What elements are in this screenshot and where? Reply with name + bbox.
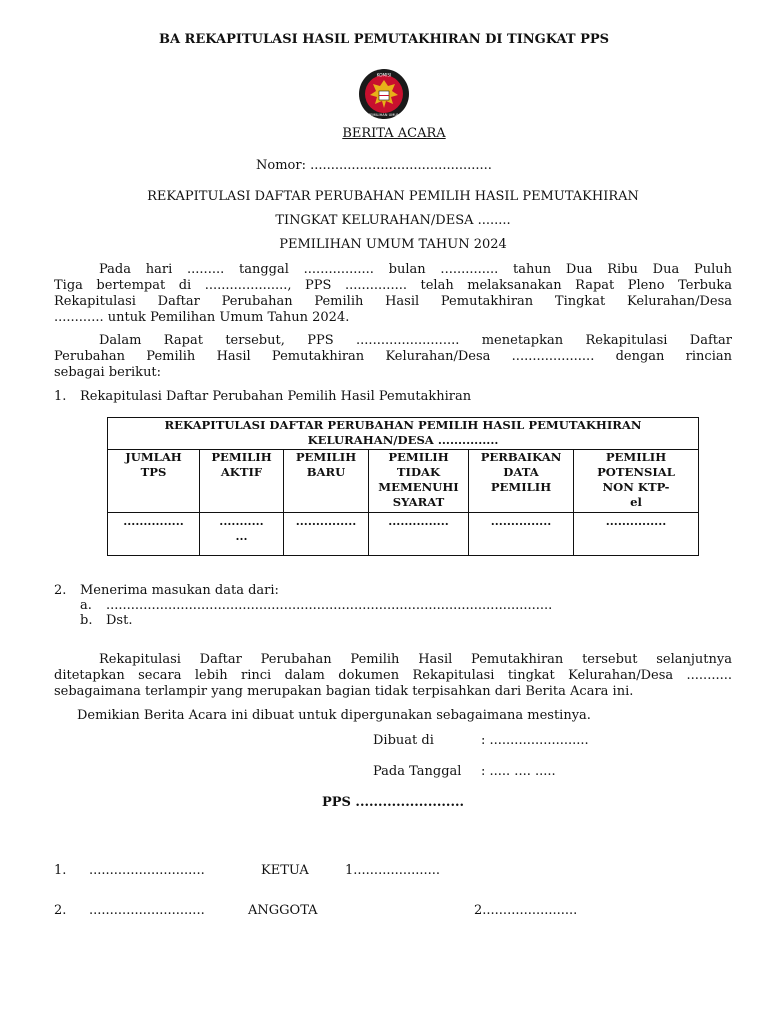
para1-line: Pada hari ......... tanggal ................. bulan .............. tahun Dua Ribu Dua Puluh xyxy=(99,262,732,277)
kpu-emblem-icon xyxy=(358,68,410,120)
tanggal-value: : ..... .... ..... xyxy=(481,764,556,779)
rekap-table xyxy=(107,417,699,556)
header-line: JUMLAH xyxy=(125,450,182,464)
header-line: PEMILIH xyxy=(605,450,667,464)
title-line-3: PEMILIHAN UMUM TAHUN 2024 xyxy=(279,237,507,252)
signer-name: ............................ xyxy=(89,903,205,918)
document-title: BA REKAPITULASI HASIL PEMUTAKHIRAN DI TINGKAT PPS xyxy=(158,32,610,47)
para2-line: Dalam Rapat tersebut, PPS ......................... menetapkan Rekapitulasi Daftar xyxy=(99,333,732,348)
header-line: PEMILIH xyxy=(388,450,449,464)
item2-text: Menerima masukan data dari: xyxy=(80,583,279,598)
header-pemilih-aktif xyxy=(200,450,284,513)
table-cell xyxy=(369,513,469,556)
header-line: POTENSIAL xyxy=(597,465,675,479)
header-line: el xyxy=(630,495,642,509)
table-cell xyxy=(200,513,284,556)
dibuat-di-value: : ........................ xyxy=(481,733,589,748)
closing-text: Demikian Berita Acara ini dibuat untuk dipergunakan sebagaimana mestinya. xyxy=(77,708,591,723)
signer-name: ............................ xyxy=(89,863,205,878)
signer-number: 2. xyxy=(54,903,67,918)
signer-number: 1. xyxy=(54,863,67,878)
table-title-line-2: KELURAHAN/DESA ............... xyxy=(307,433,499,447)
signer-role: ANGGOTA xyxy=(248,903,318,918)
emblem-text-top: KOMISI xyxy=(376,72,392,78)
item2-number: 2. xyxy=(54,583,67,598)
berita-acara-heading: BERITA ACARA xyxy=(342,126,446,141)
table-header-row xyxy=(108,450,699,513)
dibuat-di-label: Dibuat di xyxy=(373,733,434,748)
cell-line: ............... xyxy=(388,514,449,528)
header-line: PEMILIH xyxy=(211,450,272,464)
item2-sub-text: Dst. xyxy=(106,613,133,628)
tanggal-label: Pada Tanggal xyxy=(373,764,462,779)
header-line: SYARAT xyxy=(392,495,445,509)
header-line: BARU xyxy=(306,465,346,479)
cell-line: ............... xyxy=(123,514,184,528)
item1-number: 1. xyxy=(54,389,67,404)
signer-signature: 1..................... xyxy=(345,863,441,878)
para1-line: Tiga bertempat di ...................., PPS ............... telah melaksanakan Rapat Pleno Terbuka xyxy=(54,278,732,293)
table-title xyxy=(108,418,699,450)
para2-line: sebagai berikut: xyxy=(54,365,162,380)
para1-line: Rekapitulasi Daftar Perubahan Pemilih Hasil Pemutakhiran Tingkat Kelurahan/Desa xyxy=(54,294,732,309)
item1-text: Rekapitulasi Daftar Perubahan Pemilih Hasil Pemutakhiran xyxy=(80,389,472,404)
header-pemilih-potensial xyxy=(574,450,699,513)
para3-line: ditetapkan secara lebih rinci dalam dokumen Rekapitulasi tingkat Kelurahan/Desa ........... xyxy=(54,668,732,683)
para3-line: Rekapitulasi Daftar Perubahan Pemilih Hasil Pemutakhiran tersebut selanjutnya xyxy=(99,652,732,667)
cell-line: ... xyxy=(235,529,248,543)
para2-line: Perubahan Pemilih Hasil Pemutakhiran Kelurahan/Desa .................... dengan rincian xyxy=(54,349,732,364)
header-line: TPS xyxy=(140,465,167,479)
para3-line: sebagaimana terlampir yang merupakan bagian tidak terpisahkan dari Berita Acara ini. xyxy=(54,684,634,699)
cell-line: ............... xyxy=(490,514,552,528)
emblem-text-bottom: PEMILIHAN UMUM xyxy=(367,113,401,117)
item2-sub-label: a. xyxy=(80,598,92,613)
header-pemilih-tms xyxy=(369,450,469,513)
nomor-line: Nomor: ............................................ xyxy=(256,158,492,173)
item2-sub-text: ............................................................................................................ xyxy=(106,598,553,613)
header-line: PEMILIH xyxy=(295,450,357,464)
cell-line: ........... xyxy=(219,514,264,528)
table-cell xyxy=(284,513,369,556)
header-line: PEMILIH xyxy=(490,480,552,494)
header-line: AKTIF xyxy=(220,465,263,479)
signer-signature: 2....................... xyxy=(474,903,578,918)
table-cell xyxy=(469,513,574,556)
signer-role: KETUA xyxy=(261,863,309,878)
title-line-2: TINGKAT KELURAHAN/DESA ........ xyxy=(275,213,511,228)
cell-line: ............... xyxy=(605,514,667,528)
header-line: DATA xyxy=(503,465,539,479)
table-title-row xyxy=(108,418,699,450)
title-line-1: REKAPITULASI DAFTAR PERUBAHAN PEMILIH HASIL PEMUTAKHIRAN xyxy=(147,189,639,204)
table-cell xyxy=(574,513,699,556)
header-pemilih-baru xyxy=(284,450,369,513)
para1-line: ............ untuk Pemilihan Umum Tahun 2024. xyxy=(54,310,350,325)
header-perbaikan-data xyxy=(469,450,574,513)
cell-line: ............... xyxy=(295,514,357,528)
table-title-line-1: REKAPITULASI DAFTAR PERUBAHAN PEMILIH HASIL PEMUTAKHIRAN xyxy=(164,418,642,432)
header-line: TIDAK xyxy=(396,465,441,479)
header-line: PERBAIKAN xyxy=(480,450,562,464)
table-cell xyxy=(108,513,200,556)
item2-sub-label: b. xyxy=(80,613,93,628)
header-line: NON KTP- xyxy=(602,480,670,494)
header-line: MEMENUHI xyxy=(378,480,459,494)
table-row xyxy=(108,513,699,556)
pps-line: PPS ........................ xyxy=(321,795,465,810)
header-jumlah-tps xyxy=(108,450,200,513)
